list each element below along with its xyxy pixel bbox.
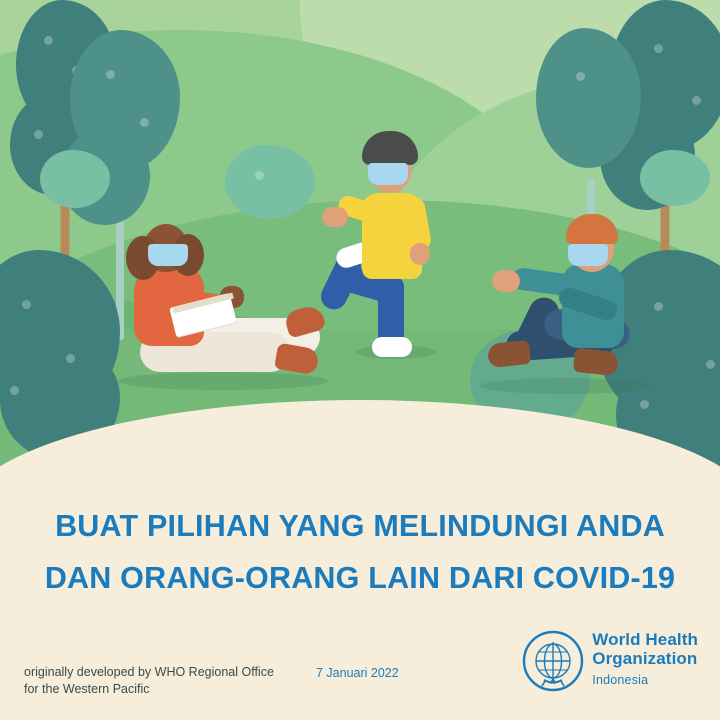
credit-text bbox=[24, 664, 304, 698]
credit-line-1: originally developed by WHO Regional Office bbox=[24, 665, 274, 679]
headline-line-2: DAN ORANG-ORANG LAIN DARI COVID-19 bbox=[44, 561, 676, 595]
credit-line-2: for the Western Pacific bbox=[24, 682, 150, 696]
face-mask-icon bbox=[148, 244, 188, 266]
poster-headline bbox=[0, 500, 720, 604]
headline-line-1: BUAT PILIHAN YANG MELINDUNGI ANDA bbox=[55, 509, 665, 543]
person-stretching bbox=[300, 115, 440, 365]
bush bbox=[640, 150, 710, 210]
who-line-2: Organization bbox=[592, 649, 698, 668]
who-country: Indonesia bbox=[592, 673, 649, 687]
who-emblem-icon bbox=[522, 630, 584, 692]
person-man-sitting bbox=[470, 210, 660, 400]
publication-date: 7 Januari 2022 bbox=[316, 666, 399, 680]
who-line-1: World Health bbox=[592, 630, 698, 649]
who-wordmark bbox=[592, 630, 698, 690]
bush bbox=[40, 150, 110, 212]
who-logo bbox=[522, 630, 698, 692]
face-mask-icon bbox=[568, 244, 608, 266]
face-mask-icon bbox=[368, 163, 408, 185]
